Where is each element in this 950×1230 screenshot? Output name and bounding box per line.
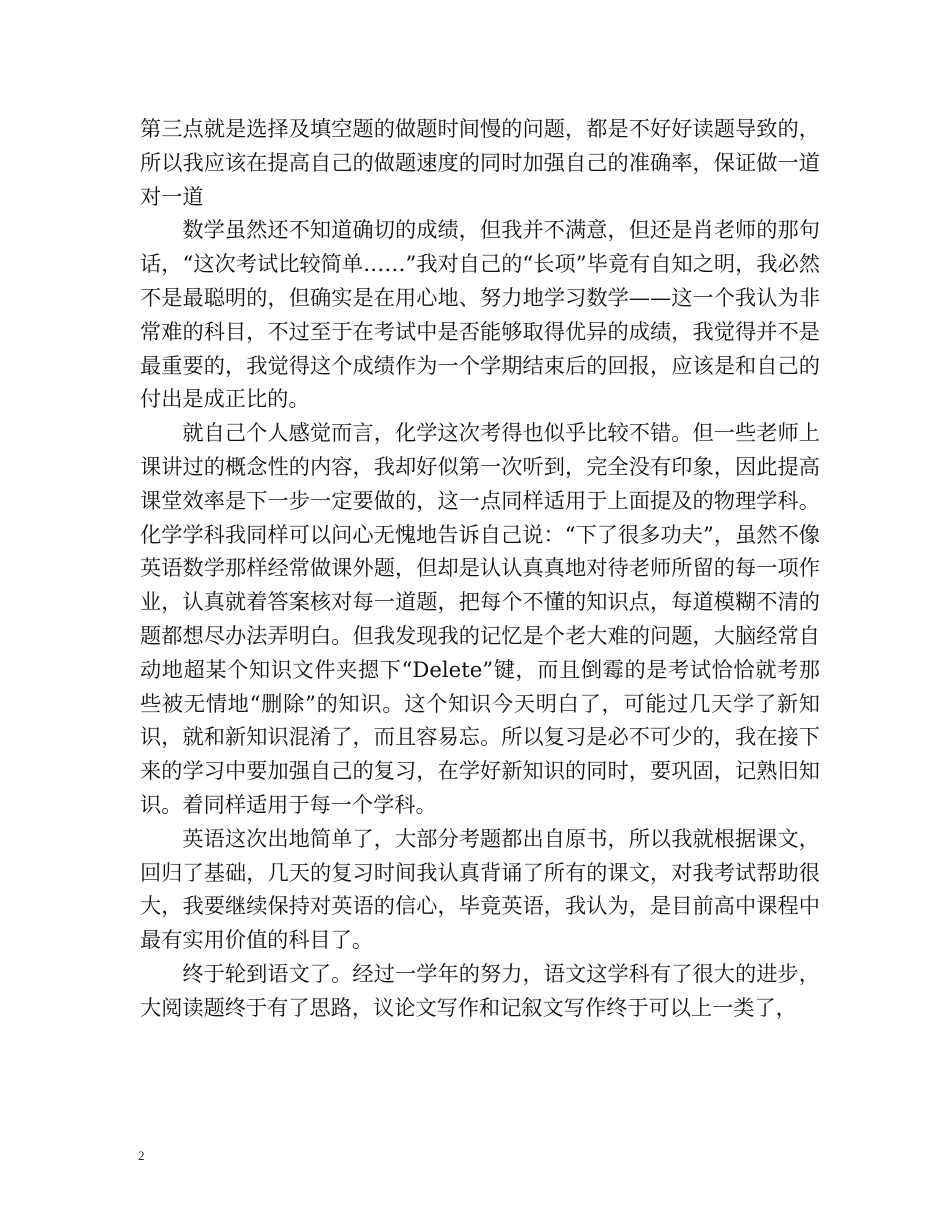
paragraph-math: 数学虽然还不知道确切的成绩，但我并不满意，但还是肖老师的那句话，“这次考试比较简单……”我对自己的“长项”毕竟有自知之明，我必然不是最聪明的，但确实是在用心地、努力地学习数学——这一个我认为非常难的科目，不过至于在考试中是否能够取得优异的成绩，我觉得并不是最重要的，我觉得这个成绩作为一个学期结束后的回报，应该是和自己的付出是成正比的。 (140, 217, 820, 412)
document-body (140, 112, 820, 1025)
paragraph-chinese: 终于轮到语文了。经过一学年的努力，语文这学科有了很大的进步，大阅读题终于有了思路，议论文写作和记叙文写作终于可以上一类了， (140, 960, 820, 1020)
page-number: 2 (138, 1148, 145, 1163)
paragraph-choice-fill-blank: 第三点就是选择及填空题的做题时间慢的问题，都是不好好读题导致的，所以我应该在提高自己的做题速度的同时加强自己的准确率，保证做一道对一道 (140, 116, 820, 209)
paragraph-english: 英语这次出地简单了，大部分考题都出自原书，所以我就根据课文，回归了基础，几天的复习时间我认真背诵了所有的课文，对我考试帮助很大，我要继续保持对英语的信心，毕竟英语，我认为，是目前高中课程中最有实用价值的科目了。 (140, 825, 820, 953)
paragraph-chemistry: 就自己个人感觉而言，化学这次考得也似乎比较不错。但一些老师上课讲过的概念性的内容，我却好似第一次听到，完全没有印象，因此提高课堂效率是下一步一定要做的，这一点同样适用于上面提及的物理学科。化学学科我同样可以问心无愧地告诉自己说：“下了很多功夫”，虽然不像英语数学那样经常做课外题，但却是认认真真地对待老师所留的每一项作业，认真就着答案核对每一道题，把每个不懂的知识点，每道模糊不清的题都想尽办法弄明白。但我发现我的记忆是个老大难的问题，大脑经常自动地超某个知识文件夹摁下“Delete”键，而且倒霉的是考试恰恰就考那些被无情地“删除”的知识。这个知识今天明白了，可能过几天学了新知识，就和新知识混淆了，而且容易忘。所以复习是必不可少的，我在接下来的学习中要加强自己的复习，在学好新知识的同时，要巩固，记熟旧知识。着同样适用于每一个学科。 (140, 420, 820, 817)
